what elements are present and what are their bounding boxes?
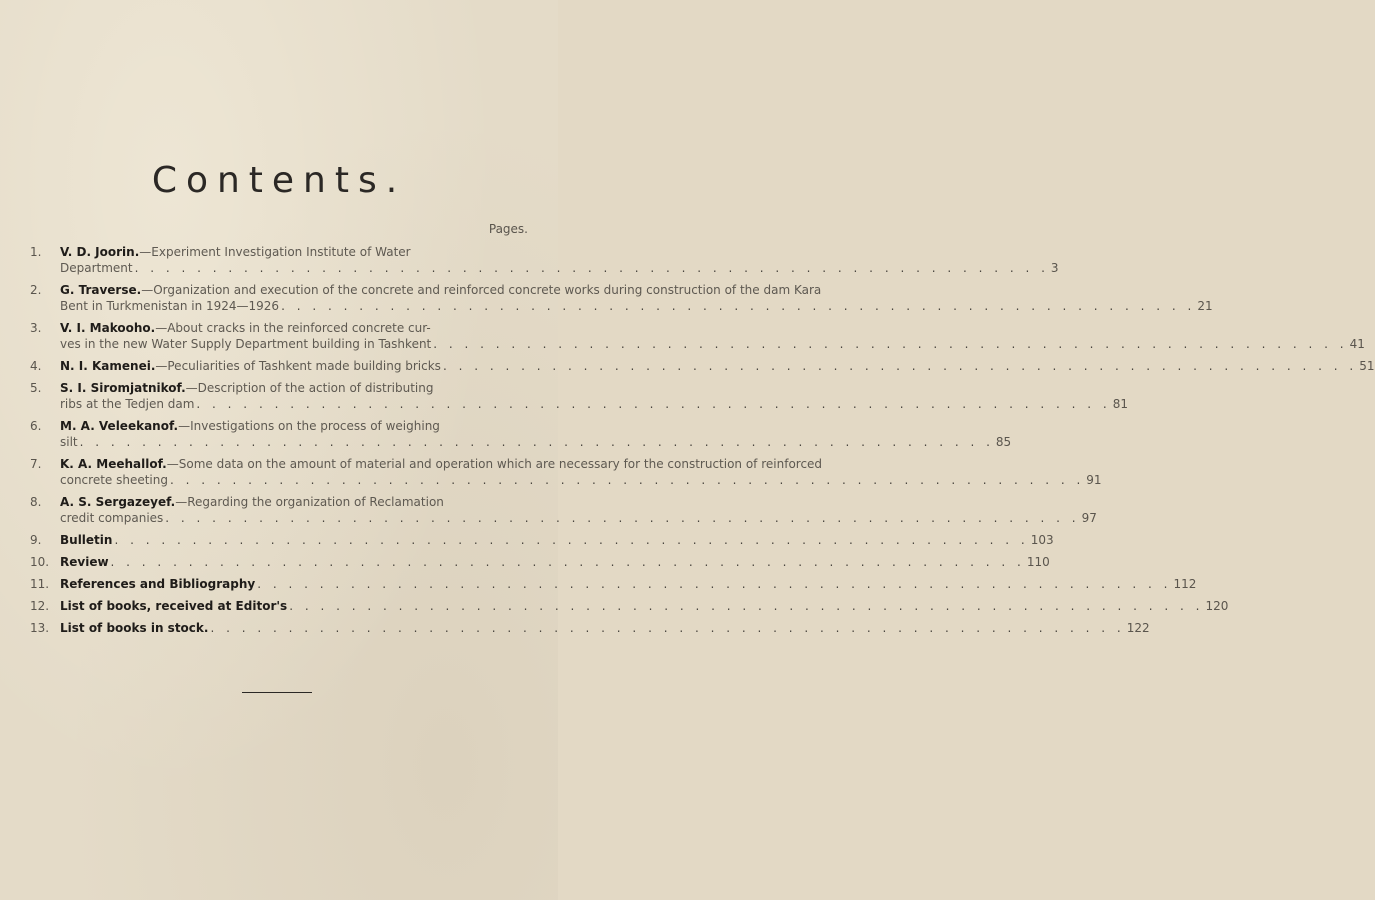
entry-last-line	[60, 620, 1150, 636]
contents-list	[30, 244, 1375, 642]
pages-column-header: Pages.	[488, 222, 528, 236]
entry-page-number: 51	[1359, 359, 1375, 373]
entry-body	[60, 244, 1059, 276]
entry-description-end: silt	[60, 435, 78, 449]
entry-body	[60, 554, 1050, 570]
dot-leader	[80, 434, 994, 450]
contents-entry	[30, 576, 1197, 592]
closing-rule	[242, 692, 312, 693]
entry-page-number: 112	[1173, 577, 1197, 591]
entry-body	[60, 598, 1229, 614]
entry-author: K. A. Meehallof.	[60, 457, 167, 471]
contents-entry	[30, 418, 1012, 450]
entry-page-number: 3	[1050, 261, 1059, 275]
entry-author: V. I. Makooho.	[60, 321, 156, 335]
contents-entry	[30, 494, 1097, 526]
entry-number: 3.	[30, 321, 42, 335]
entry-number: 13.	[30, 621, 50, 635]
entry-last-line	[60, 576, 1197, 592]
entry-author: S. I. Siromjatnikof.	[60, 381, 186, 395]
entry-author: A. S. Sergazeyef.	[60, 495, 176, 509]
entry-number: 9.	[30, 533, 42, 547]
entry-description-end: ribs at the Tedjen dam	[60, 397, 195, 411]
entry-page-number: 122	[1126, 621, 1150, 635]
dot-leader	[114, 532, 1028, 548]
entry-body	[60, 576, 1197, 592]
entry-author: M. A. Veleekanof.	[60, 419, 179, 433]
entry-description-end: —Peculiarities of Tashkent made building bricks	[155, 359, 441, 373]
entry-author: G. Traverse.	[60, 283, 142, 297]
entry-description-end: credit companies	[60, 511, 164, 525]
contents-entry	[30, 244, 1059, 276]
entry-number: 5.	[30, 381, 42, 395]
entry-last-line	[60, 434, 1011, 450]
entry-page-number: 41	[1349, 337, 1365, 351]
contents-entry	[30, 532, 1054, 548]
entry-description: —Investigations on the process of weighing	[178, 419, 440, 433]
entry-last-line	[60, 472, 1102, 488]
entry-body	[60, 358, 1375, 374]
entry-last-line	[60, 396, 1128, 412]
entry-body	[60, 380, 1128, 412]
entry-number: 10.	[30, 555, 50, 569]
dot-leader	[196, 396, 1110, 412]
entry-page-number: 91	[1086, 473, 1102, 487]
entry-number: 12.	[30, 599, 50, 613]
entry-body	[60, 620, 1150, 636]
dot-leader	[289, 598, 1203, 614]
entry-number: 1.	[30, 245, 42, 259]
contents-entry	[30, 554, 1050, 570]
dot-leader	[281, 298, 1195, 314]
entry-number: 6.	[30, 419, 42, 433]
entry-page-number: 103	[1030, 533, 1054, 547]
dot-leader	[210, 620, 1124, 636]
entry-number: 8.	[30, 495, 42, 509]
entry-last-line	[60, 358, 1375, 374]
entry-last-line	[60, 510, 1097, 526]
entry-author: N. I. Kamenei.	[60, 359, 156, 373]
contents-entry	[30, 358, 1375, 374]
entry-number: 11.	[30, 577, 50, 591]
dot-leader	[170, 472, 1084, 488]
entry-page-number: 81	[1112, 397, 1128, 411]
dot-leader	[135, 260, 1049, 276]
entry-body	[60, 532, 1054, 548]
entry-description-end: Bent in Turkmenistan in 1924—1926	[60, 299, 280, 313]
contents-entry	[30, 282, 1213, 314]
entry-body	[60, 418, 1011, 450]
entry-description-end: concrete sheeting	[60, 473, 168, 487]
entry-last-line	[60, 336, 1365, 352]
entry-page-number: 85	[995, 435, 1012, 449]
entry-last-line	[60, 260, 1059, 276]
entry-title: Bulletin	[60, 533, 113, 547]
entry-last-line	[60, 298, 1213, 314]
entry-title: Review	[60, 555, 109, 569]
entry-description: —Description of the action of distributing	[185, 381, 434, 395]
contents-entry	[30, 598, 1229, 614]
entry-description-end: ves in the new Water Supply Department building in Tashkent	[60, 337, 432, 351]
entry-body	[60, 320, 1365, 352]
dot-leader	[433, 336, 1347, 352]
entry-page-number: 97	[1081, 511, 1097, 525]
entry-number: 7.	[30, 457, 42, 471]
page-title: Contents.	[151, 160, 407, 201]
entry-last-line	[60, 532, 1054, 548]
entry-title: References and Bibliography	[60, 577, 256, 591]
dot-leader	[111, 554, 1025, 570]
entry-body	[60, 282, 1213, 314]
contents-entry	[30, 620, 1150, 636]
entry-description: —Regarding the organization of Reclamation	[175, 495, 444, 509]
entry-title: List of books in stock.	[60, 621, 209, 635]
entry-page-number: 120	[1205, 599, 1229, 613]
contents-entry	[30, 320, 1365, 352]
entry-number: 4.	[30, 359, 42, 373]
entry-description: —Organization and execution of the concrete and reinforced concrete works during construction of the dam Kara	[141, 283, 822, 297]
entry-author: V. D. Joorin.	[60, 245, 140, 259]
entry-description-end: Department	[60, 261, 133, 275]
entry-description: —Some data on the amount of material and operation which are necessary for the construction of reinforced	[166, 457, 823, 471]
entry-description: —Experiment Investigation Institute of Water	[139, 245, 411, 259]
entry-body	[60, 456, 1102, 488]
entry-title: List of books, received at Editor's	[60, 599, 288, 613]
entry-last-line	[60, 554, 1050, 570]
entry-number: 2.	[30, 283, 42, 297]
dot-leader	[443, 358, 1357, 374]
contents-entry	[30, 380, 1128, 412]
entry-description: —About cracks in the reinforced concrete cur-	[155, 321, 431, 335]
dot-leader	[257, 576, 1171, 592]
dot-leader	[165, 510, 1079, 526]
contents-entry	[30, 456, 1102, 488]
entry-page-number: 21	[1197, 299, 1213, 313]
entry-page-number: 110	[1026, 555, 1050, 569]
entry-body	[60, 494, 1097, 526]
entry-last-line	[60, 598, 1229, 614]
